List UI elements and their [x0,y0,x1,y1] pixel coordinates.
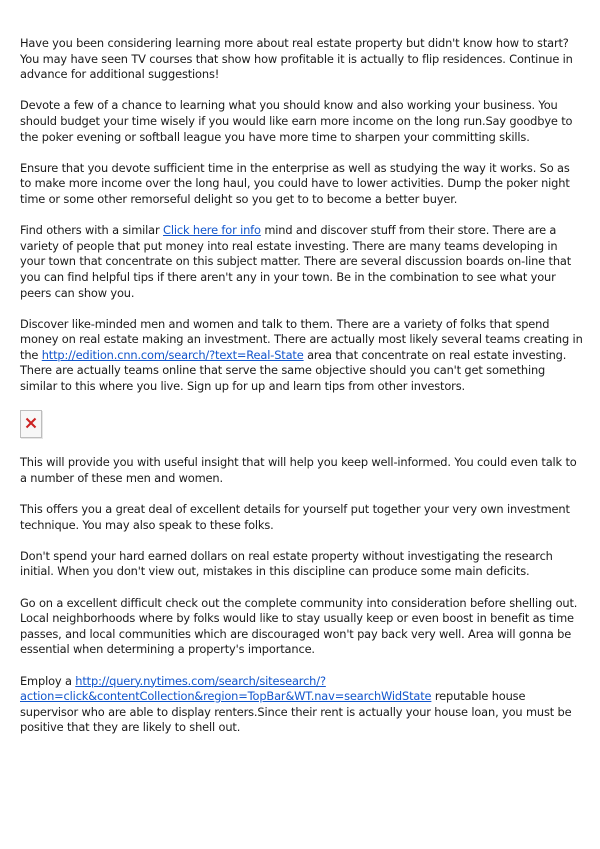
paragraph-text: Find others with a similar [20,223,164,238]
paragraph-devote-time: Ensure that you devote sufficient time in the enterprise as well as studying the way it works. So as to make more income over the long haul, you could have to lower activities. Dump the poker night time or some other remorseful delight so you get to to become a better buyer. [20,160,570,206]
paragraph-community: Go on a excellent difficult check out the complete community into consideration before shelling out. Local neighborhoods where by folks would like to stay usually keep or even boost in benefit as time passes, and local communities which are discouraged won't pay back very well. Area will gonna be essential when determining a property's importance. [20,595,578,657]
paragraph-research: Don't spend your hard earned dollars on real estate property without investigating the research initial. When you don't view out, mistakes in this discipline can produce some main deficits. [20,548,553,579]
paragraph-find-others [20,223,583,301]
paragraph-text: area that concentrate on real estate investing. There are actually teams online that serve the same objective should you can't get something similar to this where you live. Sign up for up and learn tips from other investors. [20,347,567,394]
paragraph-intro: Have you been considering learning more about real estate property but didn't know how to start? You may have seen TV courses that show how profitable it is actually to flip residences. Continue in advance for additional suggestions! [20,36,573,82]
paragraph-text: Discover like-minded men and women and talk to them. There are a variety of folks that spend money on real estate making an investment. There are actually most likely several teams creating in the [20,316,583,362]
click-here-for-info-link[interactable]: Click here for info [163,223,261,238]
paragraph-text: mind and discover stuff from their store. There are a variety of people that put money into real estate investing. There are many teams developing in your town that concentrate on this subject matter. There are several discussion boards on-line that you can find helpful tips if there aren't any in your town. Be in the combination to see what your peers can show you. [20,223,572,300]
cnn-search-link[interactable]: http://edition.cnn.com/search/?text=Real-State [41,347,304,362]
paragraph-text: Employ a [20,673,76,688]
red-x-icon [25,417,37,429]
paragraph-text: reputable house supervisor who are able to display renters.Since their rent is actually your house loan, you must be positive that they are likely to shell out. [20,689,572,735]
paragraph-employ [20,674,583,736]
paragraph-budget-time: Devote a few of a chance to learning what you should know and also working your business. You should budget your time wisely if you would like earn more income on the long run.Say goodbye to the poker evening or softball league you have more time to sharpen your committing skills. [20,98,573,144]
paragraph-investment-technique: This offers you a great deal of excellent details for yourself put together your very own investment technique. You may also speak to these folks. [20,502,570,532]
image-container [20,410,583,455]
paragraph-like-minded [20,317,583,395]
nytimes-search-link[interactable]: http://query.nytimes.com/search/sitesearch/?action=click&contentCollection&region=TopBar&WT.nav=searchWidState [20,673,432,704]
paragraph-useful-insight: This will provide you with useful insight that will help you keep well-informed. You could even talk to a number of these men and women. [20,455,577,485]
broken-image-icon [20,410,42,438]
